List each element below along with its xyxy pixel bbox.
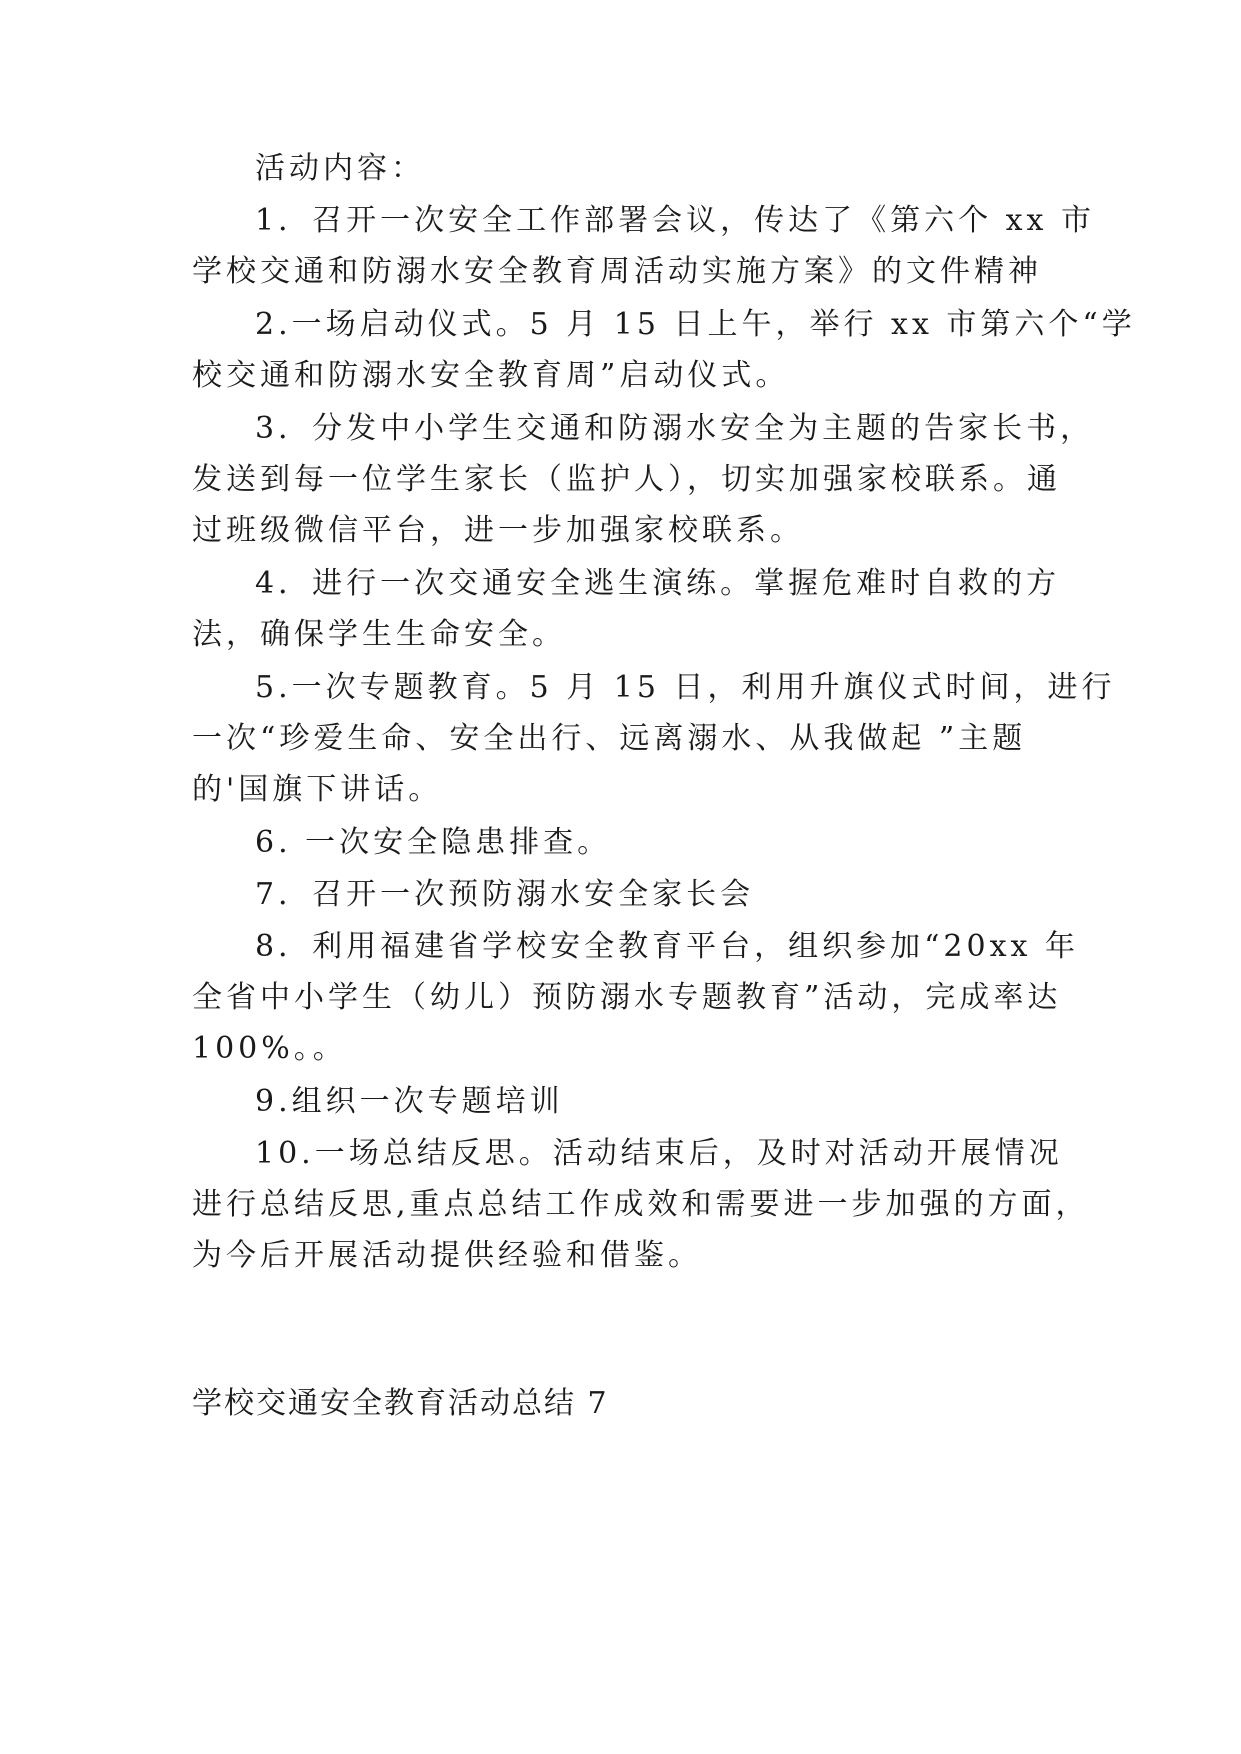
item-1-line-1: 1．召开一次安全工作部署会议，传达了《第六个 xx 市 [255, 203, 1095, 238]
item-4-line-1: 4．进行一次交通安全逃生演练。掌握危难时自救的方 [255, 566, 1061, 601]
item-8-line-2: 全省中小学生（幼儿）预防溺水专题教育”活动，完成率达 [192, 980, 1062, 1015]
item-4-line-2: 法，确保学生生命安全。 [192, 617, 566, 652]
item-3-line-1: 3．分发中小学生交通和防溺水安全为主题的告家长书， [255, 411, 1095, 446]
item-7-line-1: 7．召开一次预防溺水安全家长会 [255, 877, 755, 912]
item-5-line-1: 5.一次专题教育。5 月 15 日，利用升旗仪式时间，进行 [255, 670, 1116, 705]
item-10-line-3: 为今后开展活动提供经验和借鉴。 [192, 1238, 702, 1273]
item-2-line-2: 校交通和防溺水安全教育周”启动仪式。 [192, 358, 790, 393]
item-6-line-1: 6. 一次安全隐患排查。 [255, 825, 612, 860]
item-8-line-3: 100%。。 [192, 1031, 347, 1066]
item-8-line-1: 8．利用福建省学校安全教育平台，组织参加“20xx 年 [255, 929, 1079, 964]
item-10-line-1: 10.一场总结反思。活动结束后，及时对活动开展情况 [255, 1136, 1063, 1171]
item-3-line-3: 过班级微信平台，进一步加强家校联系。 [192, 513, 804, 548]
item-2-line-1: 2.一场启动仪式。5 月 15 日上午，举行 xx 市第六个“学 [255, 307, 1136, 342]
item-10-line-2: 进行总结反思,重点总结工作成效和需要进一步加强的方面， [192, 1187, 1090, 1222]
item-3-line-2: 发送到每一位学生家长（监护人），切实加强家校联系。通 [192, 462, 1061, 497]
item-5-line-2: 一次“珍爱生命、安全出行、远离溺水、从我做起 ”主题 [192, 721, 1027, 756]
item-5-line-3: 的'国旗下讲话。 [192, 772, 443, 807]
item-1-line-2: 学校交通和防溺水安全教育周活动实施方案》的文件精神 [192, 254, 1042, 289]
section-label: 活动内容： [255, 151, 425, 186]
next-section-heading: 学校交通安全教育活动总结 7 [192, 1386, 609, 1421]
item-9-line-1: 9.组织一次专题培训 [255, 1084, 564, 1119]
